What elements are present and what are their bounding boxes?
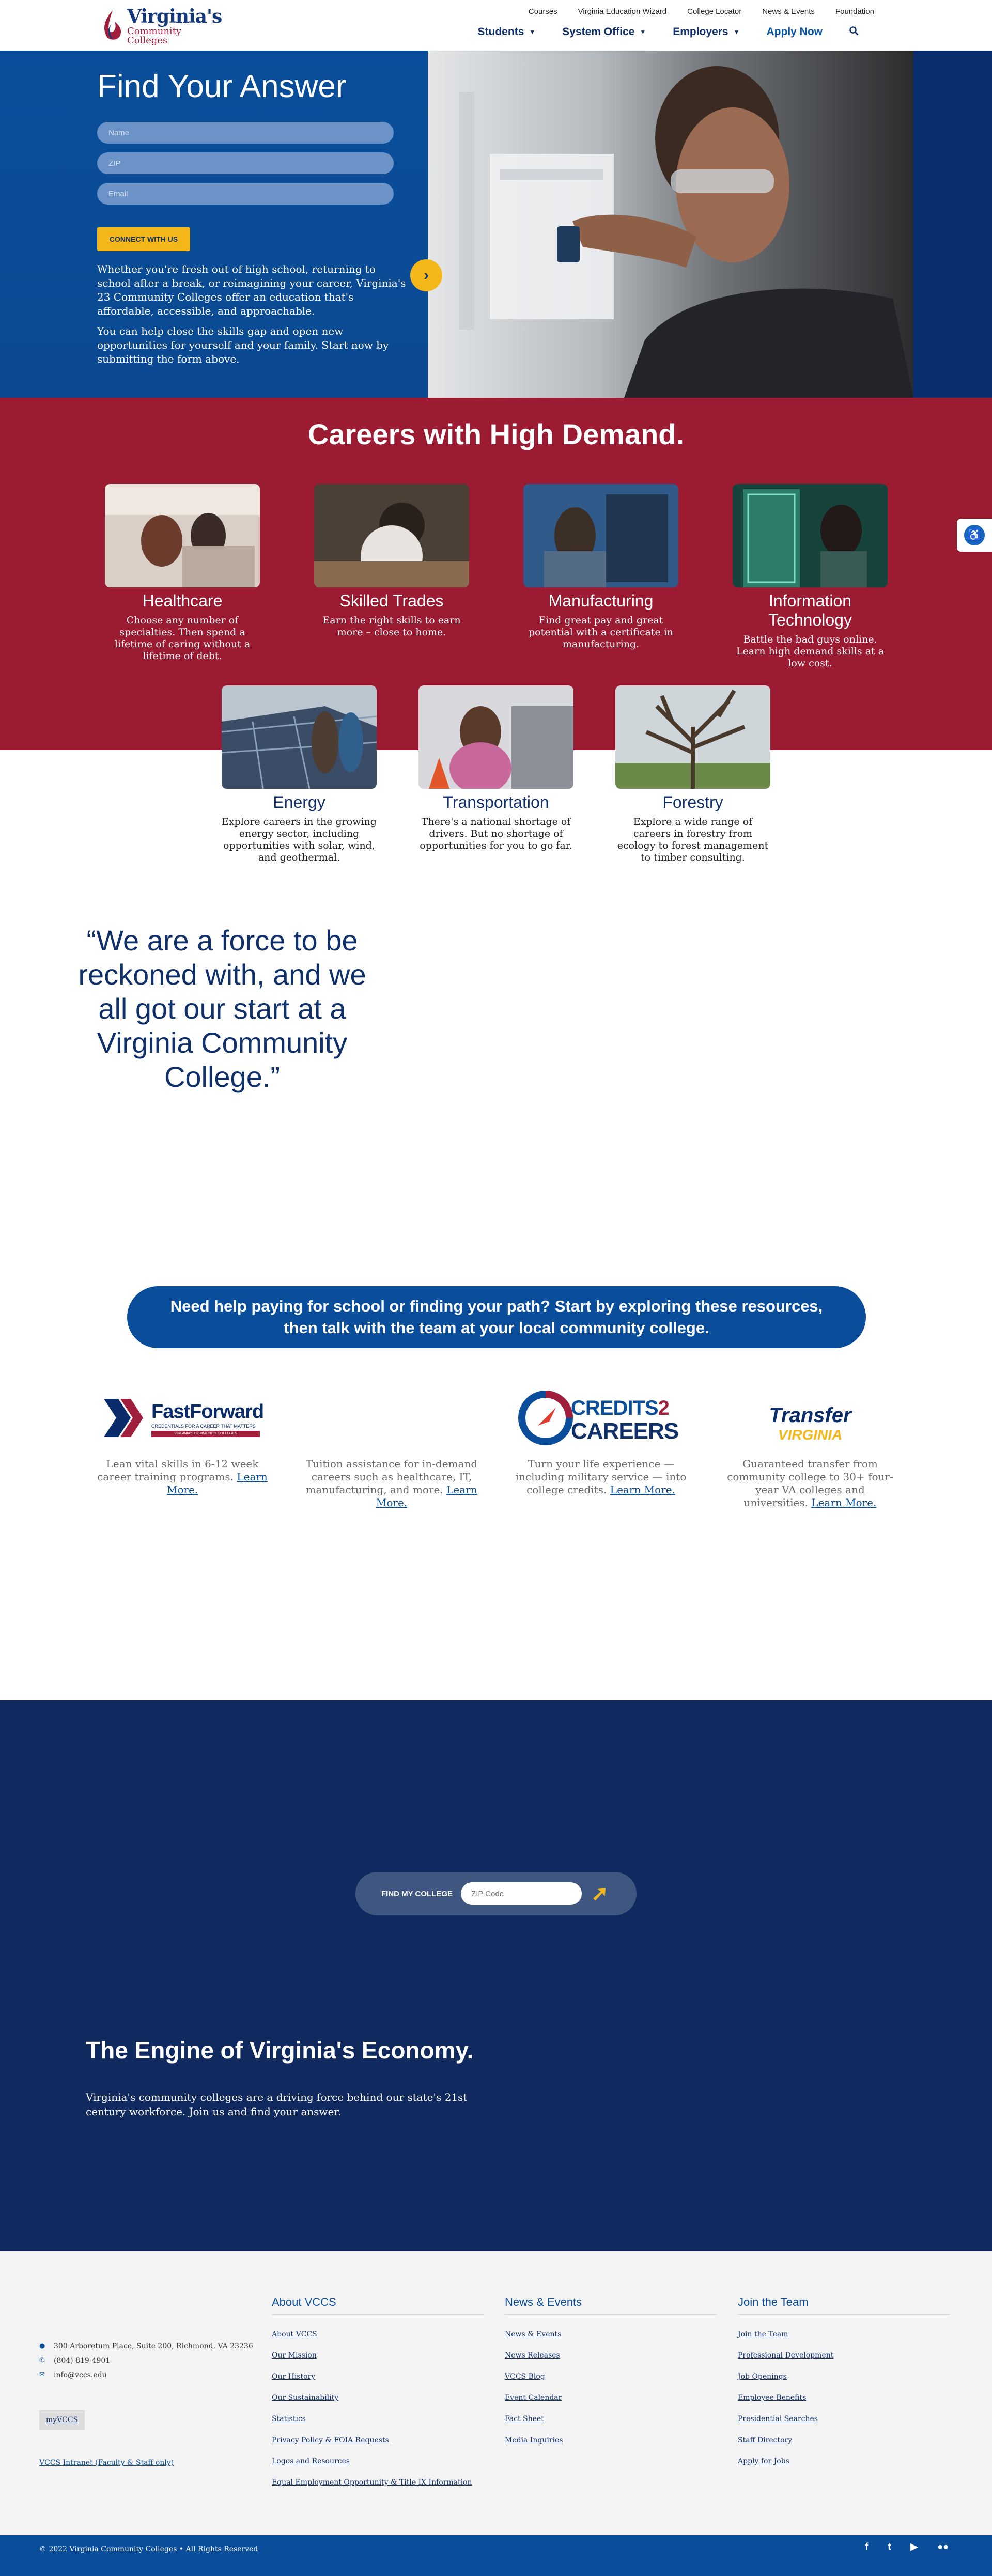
footer-col-team: [738, 2296, 950, 2472]
utility-link-wizard[interactable]: Virginia Education Wizard: [578, 7, 667, 16]
nav-students[interactable]: [478, 26, 536, 38]
hero-title: Find Your Answer: [97, 69, 347, 104]
footer-link[interactable]: Job Openings: [738, 2372, 787, 2381]
footer-col-about: [272, 2296, 484, 2493]
career-card-skilled-trades[interactable]: [314, 484, 469, 638]
career-desc: Find great pay and great potential with a certificate in manufacturing.: [528, 615, 674, 650]
resource-desc: Tuition assistance for in-demand careers such as healthcare, IT, manufacturing, and more.: [305, 1458, 478, 1496]
career-card-transportation[interactable]: [419, 685, 574, 852]
career-title: Skilled Trades: [339, 591, 444, 610]
footer-link[interactable]: Equal Employment Opportunity & Title IX Information: [272, 2478, 472, 2487]
main-nav: [478, 26, 859, 38]
utility-link-courses[interactable]: Courses: [528, 7, 557, 16]
utility-link-foundation[interactable]: Foundation: [835, 7, 874, 16]
footer-link[interactable]: Statistics: [272, 2415, 306, 2423]
footer-link[interactable]: Join the Team: [738, 2330, 788, 2338]
footer-col-title: Join the Team: [738, 2296, 950, 2315]
career-desc: Explore a wide range of careers in forestry from ecology to forest management to timber consulting.: [617, 816, 769, 863]
career-card-healthcare[interactable]: [105, 484, 260, 662]
resource-credits2careers: [513, 1390, 689, 1496]
nav-system-office-label: System Office: [562, 26, 635, 38]
career-desc: Battle the bad guys online. Learn high demand skills at a low cost.: [736, 634, 885, 669]
search-icon[interactable]: [849, 26, 859, 38]
logo-line2: Community Colleges: [127, 26, 182, 46]
nav-employers-label: Employers: [673, 26, 729, 38]
footer-contact: [39, 2339, 253, 2382]
career-title: Manufacturing: [548, 591, 654, 610]
footer-link[interactable]: Privacy Policy & FOIA Requests: [272, 2436, 389, 2444]
career-card-information-technology[interactable]: [733, 484, 888, 669]
footer-link[interactable]: Apply for Jobs: [738, 2457, 789, 2465]
career-desc: Earn the right skills to earn more – close to home.: [322, 615, 461, 638]
footer-link[interactable]: Employee Benefits: [738, 2394, 807, 2402]
career-title: Information Technology: [768, 591, 852, 629]
engine-title: The Engine of Virginia's Economy.: [86, 2037, 474, 2064]
hero-right-panel: [913, 51, 992, 398]
resource-transfer-virginia: [722, 1390, 898, 1509]
hero-paragraph-1: Whether you're fresh out of high school, returning to school after a break, or reimagining your career, Virginia's 23 Community Colleges offer an education that's affordable, accessible, and approachable.: [97, 263, 406, 317]
youtube-icon[interactable]: ▶: [910, 2541, 918, 2552]
email-icon: ✉: [39, 2371, 45, 2379]
testimonial-quote: “We are a force to be reckoned with, and we all got our start at a Virginia Community College.”: [78, 924, 366, 1093]
resources-banner: Need help paying for school or finding your path? Start by exploring these resources, then talk with the team at your local community college.: [127, 1286, 866, 1348]
next-arrow-button[interactable]: ›: [410, 259, 442, 291]
resource-desc: Lean vital skills in 6-12 week career training programs.: [97, 1458, 259, 1483]
footer-link[interactable]: News & Events: [505, 2330, 562, 2338]
nav-system-office[interactable]: [562, 26, 646, 38]
accessibility-widget[interactable]: [957, 519, 992, 552]
fastforward-sub: CREDENTIALS FOR A CAREER THAT MATTERS: [151, 1424, 256, 1429]
intranet-link[interactable]: VCCS Intranet (Faculty & Staff only): [39, 2459, 174, 2467]
healthcare-photo: [105, 484, 260, 587]
career-title: Transportation: [443, 793, 549, 811]
transfer-virginia-logo[interactable]: [722, 1390, 898, 1446]
zip-input[interactable]: [97, 152, 394, 174]
resource-desc: Guaranteed transfer from community college to 30+ four-year VA colleges and universities.: [727, 1458, 893, 1509]
transfer-word: Transfer: [769, 1404, 851, 1427]
footer-link[interactable]: About VCCS: [272, 2330, 317, 2338]
hero-section: [0, 51, 992, 398]
it-photo: [733, 484, 888, 587]
resource-logo-blank: [304, 1390, 479, 1446]
forestry-photo: [615, 685, 770, 789]
vccs-logo[interactable]: [101, 6, 222, 46]
social-links: [865, 2541, 949, 2552]
transportation-photo: [419, 685, 574, 789]
learn-more-link[interactable]: Learn More.: [610, 1484, 675, 1496]
phone-icon: ✆: [39, 2356, 45, 2364]
credits2careers-logo[interactable]: [513, 1390, 689, 1446]
engine-text: Virginia's community colleges are a driving force behind our state's 21st century workforce. Join us and find your answer.: [86, 2091, 468, 2118]
connect-button[interactable]: CONNECT WITH US: [97, 227, 190, 251]
chevron-down-icon: ▼: [733, 28, 740, 36]
resource-tuition: [304, 1390, 479, 1509]
footer-email[interactable]: info@vccs.edu: [54, 2371, 107, 2379]
chevron-down-icon: ▼: [529, 28, 536, 36]
career-desc: Choose any number of specialties. Then spend a lifetime of caring without a lifetime of debt.: [114, 615, 251, 662]
utility-nav: [529, 7, 874, 16]
footer-link[interactable]: VCCS Blog: [505, 2372, 545, 2381]
footer-link[interactable]: Event Calendar: [505, 2394, 562, 2402]
resource-desc: Turn your life experience — including military service — into college credits.: [515, 1458, 687, 1496]
footer-address: 300 Arboretum Place, Suite 200, Richmond, VA 23236: [54, 2342, 253, 2350]
twitter-icon[interactable]: t: [888, 2541, 891, 2552]
footer-link[interactable]: Presidential Searches: [738, 2415, 818, 2423]
footer-link[interactable]: Our Sustainability: [272, 2394, 339, 2402]
manufacturing-photo: [523, 484, 678, 587]
career-card-forestry[interactable]: [615, 685, 770, 864]
footer-link[interactable]: News Releases: [505, 2351, 560, 2360]
myvccs-button[interactable]: myVCCS: [39, 2410, 85, 2430]
career-desc: Explore careers in the growing energy sector, including opportunities with solar, wind, and geothermal.: [222, 816, 377, 863]
footer-link[interactable]: Our Mission: [272, 2351, 317, 2360]
careers-title: Careers with High Demand.: [307, 418, 685, 450]
footer-col-title: About VCCS: [272, 2296, 484, 2315]
footer-link[interactable]: Our History: [272, 2372, 316, 2381]
site-header: [0, 0, 992, 51]
find-college-form: [355, 1872, 637, 1915]
nav-employers[interactable]: [673, 26, 739, 38]
zip-code-input[interactable]: [461, 1882, 582, 1905]
footer-link[interactable]: Logos and Resources: [272, 2457, 350, 2465]
learn-more-link[interactable]: Learn More.: [376, 1484, 477, 1509]
credits-number: 2: [658, 1397, 669, 1419]
fastforward-bar: VIRGINIA'S COMMUNITY COLLEGES: [151, 1431, 260, 1437]
hero-paragraph-2: You can help close the skills gap and open new opportunities for yourself and your family. Start now by submitting the form above.: [97, 325, 389, 365]
footer-link[interactable]: Fact Sheet: [505, 2415, 544, 2423]
location-pin-icon: ●: [39, 2342, 45, 2350]
footer-phone[interactable]: (804) 819-4901: [54, 2356, 111, 2365]
utility-link-locator[interactable]: College Locator: [687, 7, 742, 16]
career-card-manufacturing[interactable]: [523, 484, 678, 650]
find-college-label: FIND MY COLLEGE: [381, 1889, 453, 1898]
footer-col-title: News & Events: [505, 2296, 717, 2315]
footer-link[interactable]: Professional Development: [738, 2351, 834, 2360]
career-card-energy[interactable]: [222, 685, 377, 864]
fastforward-title: FastForward: [151, 1401, 264, 1423]
career-desc: There's a national shortage of drivers. But no shortage of opportunities for you to go far.: [420, 816, 572, 851]
footer-link[interactable]: Media Inquiries: [505, 2436, 563, 2444]
name-input[interactable]: [97, 122, 394, 144]
go-arrow-icon[interactable]: ➚: [591, 1882, 609, 1905]
learn-more-link[interactable]: Learn More.: [166, 1471, 268, 1496]
engine-section: [0, 1700, 992, 2251]
career-title: Energy: [273, 793, 326, 811]
facebook-icon[interactable]: f: [865, 2541, 869, 2552]
flickr-icon[interactable]: ●●: [937, 2541, 949, 2552]
learn-more-link[interactable]: Learn More.: [811, 1496, 877, 1509]
nav-apply-now[interactable]: Apply Now: [766, 26, 823, 38]
careers-word: CAREERS: [571, 1418, 679, 1444]
logo-flame-icon: [101, 9, 124, 43]
energy-photo: [222, 685, 377, 789]
credits-word: CREDITS: [571, 1397, 658, 1419]
career-title: Healthcare: [142, 591, 223, 610]
virginia-word: VIRGINIA: [778, 1427, 843, 1443]
footer-link[interactable]: Staff Directory: [738, 2436, 793, 2444]
hero-photo-student-lab: [428, 51, 913, 398]
career-title: Forestry: [662, 793, 723, 811]
skilled-trades-photo: [314, 484, 469, 587]
email-input[interactable]: [97, 183, 394, 205]
utility-link-news[interactable]: News & Events: [762, 7, 815, 16]
resource-fastforward: [95, 1390, 270, 1496]
footer-col-news: [505, 2296, 717, 2451]
accessibility-icon: ♿: [964, 525, 985, 545]
fastforward-logo[interactable]: [95, 1390, 270, 1446]
copyright-text: © 2022 Virginia Community Colleges • All Rights Reserved: [39, 2545, 258, 2553]
logo-line1: Virginia's: [127, 6, 222, 27]
nav-students-label: Students: [477, 26, 524, 38]
chevron-down-icon: ▼: [640, 28, 646, 36]
